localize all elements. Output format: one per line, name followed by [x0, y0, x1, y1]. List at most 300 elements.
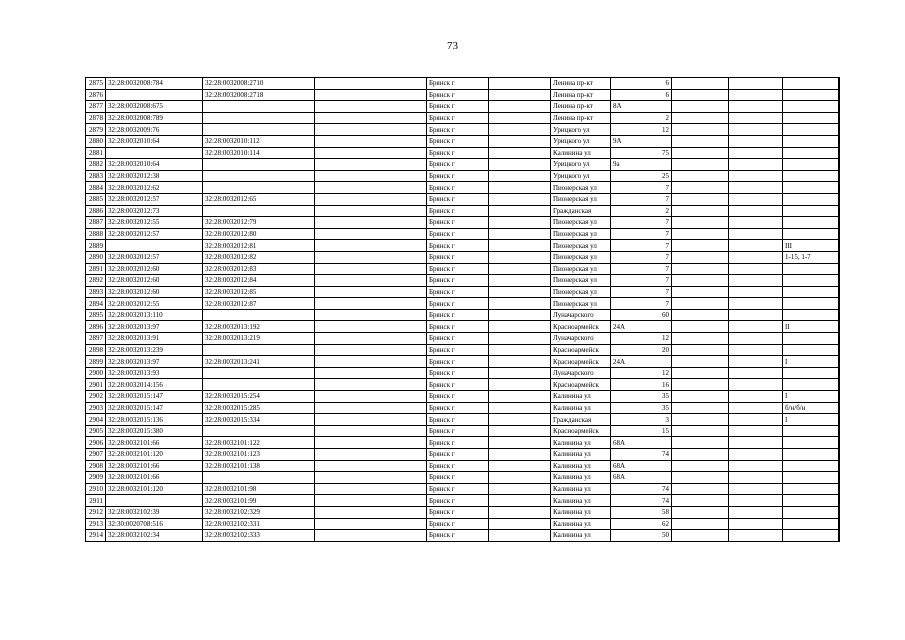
empty-cell [489, 506, 551, 518]
empty-cell [729, 449, 783, 461]
empty-cell [672, 170, 729, 182]
street-cell: Ленина пр-кт [551, 78, 611, 90]
empty-cell [315, 425, 427, 437]
empty-cell [315, 298, 427, 310]
building-cadastral-cell: 32:28:0032015:334 [203, 414, 315, 426]
extra-cell [839, 147, 840, 159]
row-number-cell: 2891 [86, 263, 106, 275]
house-literal-cell: 20 [611, 344, 672, 356]
apartment-cell: 1-15, 1-7 [783, 251, 839, 263]
city-cell: Брянск г [427, 460, 489, 472]
extra-cell [839, 309, 840, 321]
empty-cell [729, 379, 783, 391]
table-row [86, 124, 840, 136]
house-literal-cell: 7 [611, 193, 672, 205]
empty-cell [489, 367, 551, 379]
empty-cell [315, 251, 427, 263]
city-cell: Брянск г [427, 506, 489, 518]
row-number-cell: 2913 [86, 518, 106, 530]
building-cadastral-cell: 32:28:0032012:81 [203, 240, 315, 252]
empty-cell [729, 205, 783, 217]
empty-cell [729, 344, 783, 356]
house-literal-cell: 68А [611, 472, 672, 484]
empty-cell [489, 124, 551, 136]
empty-cell [489, 449, 551, 461]
street-cell: Красноармейск [551, 425, 611, 437]
building-cadastral-cell: 32:28:0032012:83 [203, 263, 315, 275]
row-number-cell: 2896 [86, 321, 106, 333]
building-cadastral-cell: 32:28:0032012:82 [203, 251, 315, 263]
empty-cell [315, 449, 427, 461]
apartment-cell: I [783, 391, 839, 403]
city-cell: Брянск г [427, 379, 489, 391]
house-literal-cell: 7 [611, 263, 672, 275]
empty-cell [672, 333, 729, 345]
cadastral-number-cell: 32:28:0032013:110 [106, 309, 203, 321]
apartment-cell [783, 135, 839, 147]
empty-cell [489, 78, 551, 90]
empty-cell [672, 472, 729, 484]
empty-cell [672, 425, 729, 437]
street-cell: Ленина пр-кт [551, 101, 611, 113]
empty-cell [489, 147, 551, 159]
empty-cell [315, 205, 427, 217]
house-literal-cell: 58 [611, 506, 672, 518]
empty-cell [672, 449, 729, 461]
empty-cell [672, 251, 729, 263]
city-cell: Брянск г [427, 321, 489, 333]
cadastral-number-cell [106, 89, 203, 101]
extra-cell [839, 78, 840, 90]
apartment-cell [783, 506, 839, 518]
row-number-cell: 2895 [86, 309, 106, 321]
apartment-cell [783, 309, 839, 321]
house-literal-cell: 50 [611, 530, 672, 542]
empty-cell [672, 437, 729, 449]
row-number-cell: 2885 [86, 193, 106, 205]
row-number-cell: 2909 [86, 472, 106, 484]
building-cadastral-cell [203, 205, 315, 217]
building-cadastral-cell [203, 182, 315, 194]
house-literal-cell: 12 [611, 367, 672, 379]
city-cell: Брянск г [427, 101, 489, 113]
building-cadastral-cell: 32:28:0032102:329 [203, 506, 315, 518]
table-row [86, 472, 840, 484]
empty-cell [672, 367, 729, 379]
empty-cell [729, 483, 783, 495]
row-number-cell: 2906 [86, 437, 106, 449]
cadastral-number-cell: 32:28:0032012:55 [106, 217, 203, 229]
house-literal-cell: 12 [611, 124, 672, 136]
house-literal-cell: 9А [611, 135, 672, 147]
street-cell: Пионерская ул [551, 251, 611, 263]
table-row [86, 78, 840, 90]
row-number-cell: 2908 [86, 460, 106, 472]
empty-cell [489, 159, 551, 171]
city-cell: Брянск г [427, 367, 489, 379]
row-number-cell: 2911 [86, 495, 106, 507]
street-cell: Урицкого ул [551, 124, 611, 136]
house-literal-cell: 7 [611, 298, 672, 310]
house-literal-cell: 7 [611, 275, 672, 287]
empty-cell [729, 182, 783, 194]
extra-cell [839, 182, 840, 194]
empty-cell [489, 240, 551, 252]
table-row [86, 391, 840, 403]
building-cadastral-cell: 32:28:0032008:2710 [203, 78, 315, 90]
empty-cell [315, 321, 427, 333]
empty-cell [489, 425, 551, 437]
apartment-cell [783, 518, 839, 530]
empty-cell [672, 78, 729, 90]
extra-cell [839, 298, 840, 310]
building-cadastral-cell [203, 425, 315, 437]
empty-cell [729, 333, 783, 345]
apartment-cell [783, 298, 839, 310]
extra-cell [839, 124, 840, 136]
table-row [86, 89, 840, 101]
street-cell: Луначарского [551, 309, 611, 321]
extra-cell [839, 530, 840, 542]
house-literal-cell: 2 [611, 205, 672, 217]
empty-cell [315, 275, 427, 287]
empty-cell [489, 298, 551, 310]
cadastral-number-cell: 32:28:0032101:66 [106, 437, 203, 449]
empty-cell [672, 228, 729, 240]
row-number-cell: 2910 [86, 483, 106, 495]
apartment-cell [783, 228, 839, 240]
street-cell: Калинина ул [551, 530, 611, 542]
extra-cell [839, 379, 840, 391]
extra-cell [839, 193, 840, 205]
apartment-cell [783, 112, 839, 124]
apartment-cell [783, 483, 839, 495]
building-cadastral-cell: 32:28:0032012:87 [203, 298, 315, 310]
street-cell: Пионерская ул [551, 182, 611, 194]
empty-cell [729, 367, 783, 379]
empty-cell [315, 483, 427, 495]
cadastral-number-cell [106, 147, 203, 159]
empty-cell [315, 240, 427, 252]
house-literal-cell: 7 [611, 251, 672, 263]
street-cell: Луначарского [551, 333, 611, 345]
empty-cell [315, 367, 427, 379]
empty-cell [489, 472, 551, 484]
building-cadastral-cell: 32:28:0032015:285 [203, 402, 315, 414]
table-row [86, 170, 840, 182]
row-number-cell: 2900 [86, 367, 106, 379]
building-cadastral-cell: 32:28:0032101:99 [203, 495, 315, 507]
apartment-cell [783, 333, 839, 345]
empty-cell [315, 89, 427, 101]
empty-cell [489, 344, 551, 356]
extra-cell [839, 321, 840, 333]
apartment-cell [783, 124, 839, 136]
apartment-cell [783, 495, 839, 507]
cadastral-number-cell: 32:28:0032012:60 [106, 275, 203, 287]
empty-cell [489, 170, 551, 182]
row-number-cell: 2882 [86, 159, 106, 171]
apartment-cell [783, 344, 839, 356]
extra-cell [839, 135, 840, 147]
table-row [86, 495, 840, 507]
table-row [86, 159, 840, 171]
street-cell: Калинина ул [551, 518, 611, 530]
building-cadastral-cell [203, 159, 315, 171]
empty-cell [729, 309, 783, 321]
building-cadastral-cell [203, 379, 315, 391]
street-cell: Калинина ул [551, 472, 611, 484]
street-cell: Красноармейск [551, 344, 611, 356]
empty-cell [672, 321, 729, 333]
building-cadastral-cell: 32:28:0032008:2718 [203, 89, 315, 101]
cadastral-number-cell: 32:28:0032008:789 [106, 112, 203, 124]
row-number-cell: 2884 [86, 182, 106, 194]
building-cadastral-cell: 32:28:0032012:79 [203, 217, 315, 229]
house-literal-cell: 74 [611, 495, 672, 507]
extra-cell [839, 286, 840, 298]
cadastral-number-cell: 32:28:0032013:97 [106, 356, 203, 368]
apartment-cell [783, 263, 839, 275]
street-cell: Пионерская ул [551, 263, 611, 275]
extra-cell [839, 391, 840, 403]
extra-cell [839, 240, 840, 252]
apartment-cell: II [783, 321, 839, 333]
cadastral-number-cell: 32:28:0032102:34 [106, 530, 203, 542]
cadastral-number-cell: 32:28:0032010:64 [106, 135, 203, 147]
apartment-cell [783, 78, 839, 90]
extra-cell [839, 472, 840, 484]
cadastral-number-cell: 32:28:0032015:147 [106, 402, 203, 414]
building-cadastral-cell: 32:28:0032013:192 [203, 321, 315, 333]
register-table [85, 77, 840, 542]
apartment-cell [783, 425, 839, 437]
city-cell: Брянск г [427, 437, 489, 449]
street-cell: Калинина ул [551, 506, 611, 518]
cadastral-number-cell: 32:28:0032013:93 [106, 367, 203, 379]
house-literal-cell: 60 [611, 309, 672, 321]
extra-cell [839, 425, 840, 437]
city-cell: Брянск г [427, 135, 489, 147]
empty-cell [315, 495, 427, 507]
empty-cell [315, 193, 427, 205]
empty-cell [489, 275, 551, 287]
house-literal-cell: 35 [611, 391, 672, 403]
row-number-cell: 2886 [86, 205, 106, 217]
empty-cell [672, 217, 729, 229]
cadastral-number-cell: 32:28:0032101:120 [106, 449, 203, 461]
cadastral-number-cell: 32:30:0020708:516 [106, 518, 203, 530]
row-number-cell: 2894 [86, 298, 106, 310]
extra-cell [839, 356, 840, 368]
extra-cell [839, 414, 840, 426]
empty-cell [729, 356, 783, 368]
empty-cell [729, 275, 783, 287]
table-row [86, 518, 840, 530]
extra-cell [839, 506, 840, 518]
street-cell: Калинина ул [551, 391, 611, 403]
row-number-cell: 2897 [86, 333, 106, 345]
building-cadastral-cell: 32:28:0032010:114 [203, 147, 315, 159]
house-literal-cell: 24А [611, 321, 672, 333]
empty-cell [489, 112, 551, 124]
empty-cell [489, 309, 551, 321]
street-cell: Гражданская [551, 205, 611, 217]
apartment-cell [783, 472, 839, 484]
extra-cell [839, 367, 840, 379]
city-cell: Брянск г [427, 344, 489, 356]
extra-cell [839, 251, 840, 263]
cadastral-number-cell: 32:28:0032013:239 [106, 344, 203, 356]
extra-cell [839, 159, 840, 171]
empty-cell [729, 101, 783, 113]
city-cell: Брянск г [427, 425, 489, 437]
street-cell: Калинина ул [551, 147, 611, 159]
city-cell: Брянск г [427, 228, 489, 240]
empty-cell [672, 506, 729, 518]
empty-cell [489, 263, 551, 275]
house-literal-cell: 6 [611, 78, 672, 90]
table-row [86, 251, 840, 263]
empty-cell [672, 147, 729, 159]
empty-cell [315, 124, 427, 136]
apartment-cell [783, 275, 839, 287]
empty-cell [672, 495, 729, 507]
empty-cell [672, 205, 729, 217]
building-cadastral-cell: 32:28:0032012:84 [203, 275, 315, 287]
empty-cell [672, 240, 729, 252]
empty-cell [489, 356, 551, 368]
building-cadastral-cell: 32:28:0032102:331 [203, 518, 315, 530]
house-literal-cell: 68А [611, 460, 672, 472]
empty-cell [489, 518, 551, 530]
house-literal-cell: 9а [611, 159, 672, 171]
city-cell: Брянск г [427, 356, 489, 368]
extra-cell [839, 89, 840, 101]
table-row [86, 379, 840, 391]
extra-cell [839, 205, 840, 217]
empty-cell [489, 89, 551, 101]
table-row [86, 228, 840, 240]
table-row [86, 286, 840, 298]
empty-cell [672, 286, 729, 298]
apartment-cell [783, 147, 839, 159]
empty-cell [315, 286, 427, 298]
apartment-cell [783, 530, 839, 542]
cadastral-number-cell: 32:28:0032015:136 [106, 414, 203, 426]
empty-cell [489, 101, 551, 113]
extra-cell [839, 101, 840, 113]
building-cadastral-cell: 32:28:0032015:254 [203, 391, 315, 403]
table-row [86, 449, 840, 461]
cadastral-number-cell: 32:28:0032012:57 [106, 251, 203, 263]
house-literal-cell: 74 [611, 483, 672, 495]
empty-cell [672, 124, 729, 136]
street-cell: Урицкого ул [551, 159, 611, 171]
extra-cell [839, 228, 840, 240]
cadastral-number-cell: 32:28:0032012:57 [106, 228, 203, 240]
empty-cell [672, 518, 729, 530]
empty-cell [672, 89, 729, 101]
empty-cell [729, 472, 783, 484]
empty-cell [672, 356, 729, 368]
street-cell: Красноармейск [551, 379, 611, 391]
row-number-cell: 2878 [86, 112, 106, 124]
building-cadastral-cell: 32:28:0032013:241 [203, 356, 315, 368]
building-cadastral-cell [203, 112, 315, 124]
table-row [86, 356, 840, 368]
apartment-cell [783, 379, 839, 391]
empty-cell [489, 217, 551, 229]
house-literal-cell: 2 [611, 112, 672, 124]
city-cell: Брянск г [427, 124, 489, 136]
city-cell: Брянск г [427, 449, 489, 461]
empty-cell [489, 333, 551, 345]
street-cell: Урицкого ул [551, 135, 611, 147]
cadastral-number-cell: 32:28:0032008:784 [106, 78, 203, 90]
empty-cell [729, 170, 783, 182]
empty-cell [315, 228, 427, 240]
street-cell: Пионерская ул [551, 217, 611, 229]
cadastral-number-cell: 32:28:0032101:66 [106, 460, 203, 472]
apartment-cell [783, 182, 839, 194]
house-literal-cell: 35 [611, 402, 672, 414]
row-number-cell: 2903 [86, 402, 106, 414]
street-cell: Калинина ул [551, 449, 611, 461]
city-cell: Брянск г [427, 240, 489, 252]
page-number: 73 [447, 40, 458, 52]
extra-cell [839, 449, 840, 461]
cadastral-number-cell: 32:28:0032012:62 [106, 182, 203, 194]
empty-cell [729, 391, 783, 403]
building-cadastral-cell [203, 367, 315, 379]
house-literal-cell: 7 [611, 217, 672, 229]
extra-cell [839, 460, 840, 472]
building-cadastral-cell: 32:28:0032012:65 [203, 193, 315, 205]
register-rows [86, 78, 840, 542]
table-row [86, 309, 840, 321]
house-literal-cell: 3 [611, 414, 672, 426]
house-literal-cell: 25 [611, 170, 672, 182]
extra-cell [839, 518, 840, 530]
row-number-cell: 2905 [86, 425, 106, 437]
empty-cell [489, 402, 551, 414]
building-cadastral-cell [203, 472, 315, 484]
empty-cell [315, 147, 427, 159]
building-cadastral-cell: 32:28:0032012:85 [203, 286, 315, 298]
extra-cell [839, 217, 840, 229]
table-row [86, 460, 840, 472]
empty-cell [729, 228, 783, 240]
building-cadastral-cell: 32:28:0032010:112 [203, 135, 315, 147]
house-literal-cell: 24А [611, 356, 672, 368]
city-cell: Брянск г [427, 333, 489, 345]
row-number-cell: 2879 [86, 124, 106, 136]
table-row [86, 402, 840, 414]
cadastral-number-cell: 32:28:0032012:38 [106, 170, 203, 182]
city-cell: Брянск г [427, 170, 489, 182]
empty-cell [315, 217, 427, 229]
extra-cell [839, 170, 840, 182]
apartment-cell: III [783, 240, 839, 252]
row-number-cell: 2899 [86, 356, 106, 368]
empty-cell [672, 135, 729, 147]
house-literal-cell: 6 [611, 89, 672, 101]
empty-cell [672, 263, 729, 275]
city-cell: Брянск г [427, 89, 489, 101]
row-number-cell: 2881 [86, 147, 106, 159]
city-cell: Брянск г [427, 530, 489, 542]
